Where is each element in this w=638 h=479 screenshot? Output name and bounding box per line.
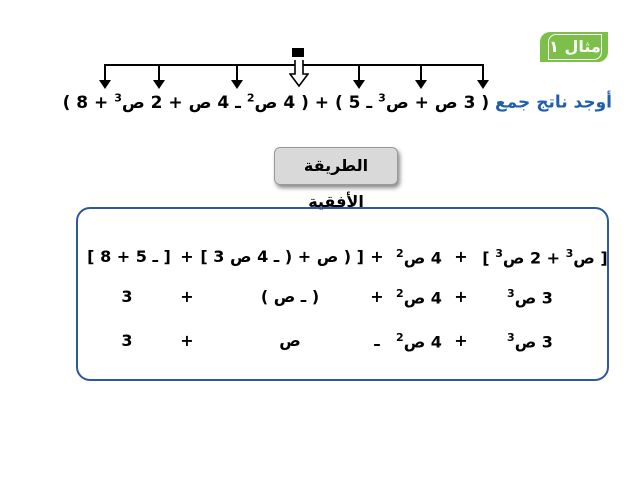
arrow-6 [477, 80, 489, 89]
method-label: الطريقة الأفقية [274, 147, 398, 185]
row1-term1: [ ص$^3$ + 2 ص$^3$ ] [482, 247, 608, 268]
center-marker [292, 48, 304, 57]
row2-term3: ( ـ ص ) [260, 287, 320, 306]
arrow-2 [153, 80, 165, 89]
row1-op1: + [454, 247, 468, 266]
center-arrow-icon [289, 60, 309, 88]
arrow-1 [99, 80, 111, 89]
row2-term1: 3 ص$^3$ [507, 287, 553, 308]
row1-term4: [ ـ 5 + 8 ] [87, 247, 171, 266]
example-label: مثال ١ [548, 34, 602, 60]
row1-op3: + [180, 247, 194, 266]
problem-lead: أوجد ناتج جمع [495, 92, 612, 113]
row3-op2: ـ [374, 331, 380, 350]
row3-op1: + [454, 331, 468, 350]
row1-term2: 4 ص$^2$ [396, 247, 442, 268]
row1-op2: + [370, 247, 384, 266]
row3-term3: ص [279, 331, 301, 350]
row1-term3: [ ( ص + ( ـ 4 ص 3 ] [200, 247, 364, 266]
arrow-5 [415, 80, 427, 89]
problem-statement [62, 91, 612, 113]
row3-term1: 3 ص$^3$ [507, 331, 553, 352]
row3-term2: 4 ص$^2$ [396, 331, 442, 352]
row2-op3: + [180, 287, 194, 306]
row2-op1: + [454, 287, 468, 306]
row2-term4: 3 [121, 287, 133, 306]
row2-term2: 4 ص$^2$ [396, 287, 442, 308]
problem-expression: ( 3 ص + ص$^3$ ـ 5 ) + ( 4 ص$^2$ ـ 4 ص + 2 ص$^3$ + 8 ) [62, 91, 490, 113]
row3-term4: 3 [121, 331, 133, 350]
arrow-3 [231, 80, 243, 89]
row2-op2: + [370, 287, 384, 306]
arrow-4 [353, 80, 365, 89]
row3-op3: + [180, 331, 194, 350]
